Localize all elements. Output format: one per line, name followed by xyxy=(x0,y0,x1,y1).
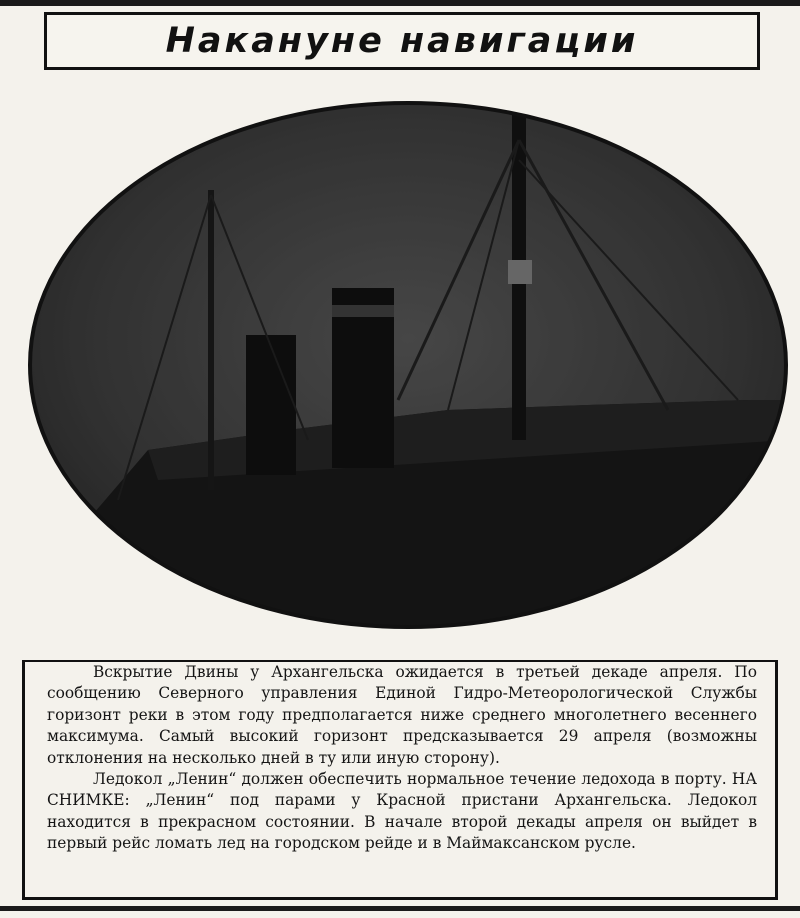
article-paragraph: Ледокол „Ленин“ должен обеспечить нормальное течение ледохода в порту. НА СНИМКЕ: „Ленин“ под парами у Красной пристани Архангельска. Ледокол находится в прекрасном состоянии. В начале второй декады апреля он выйдет в первый рейс ломать лед на городском рейде и в Маймаксанском русле. xyxy=(47,770,757,853)
ship-photo xyxy=(28,100,788,630)
headline: Накануне навигации xyxy=(165,21,639,61)
bottom-rule xyxy=(0,906,800,911)
article-body xyxy=(47,662,757,855)
article-paragraph: Вскрытие Двины у Архангельска ожидается в третьей декаде апреля. По сообщению Северного управления Единой Гидро-Метеорологической Службы горизонт реки в этом году предполагается ниже среднего многолетнего весеннего максимума. Самый высокий горизонт предсказывается 29 апреля (возможны отклонения на несколько дней в ту или иную сторону). xyxy=(47,663,757,767)
top-rule xyxy=(0,0,800,6)
article-text-box xyxy=(22,660,778,900)
icebreaker-ship-image xyxy=(28,100,788,630)
headline-box xyxy=(44,12,760,70)
